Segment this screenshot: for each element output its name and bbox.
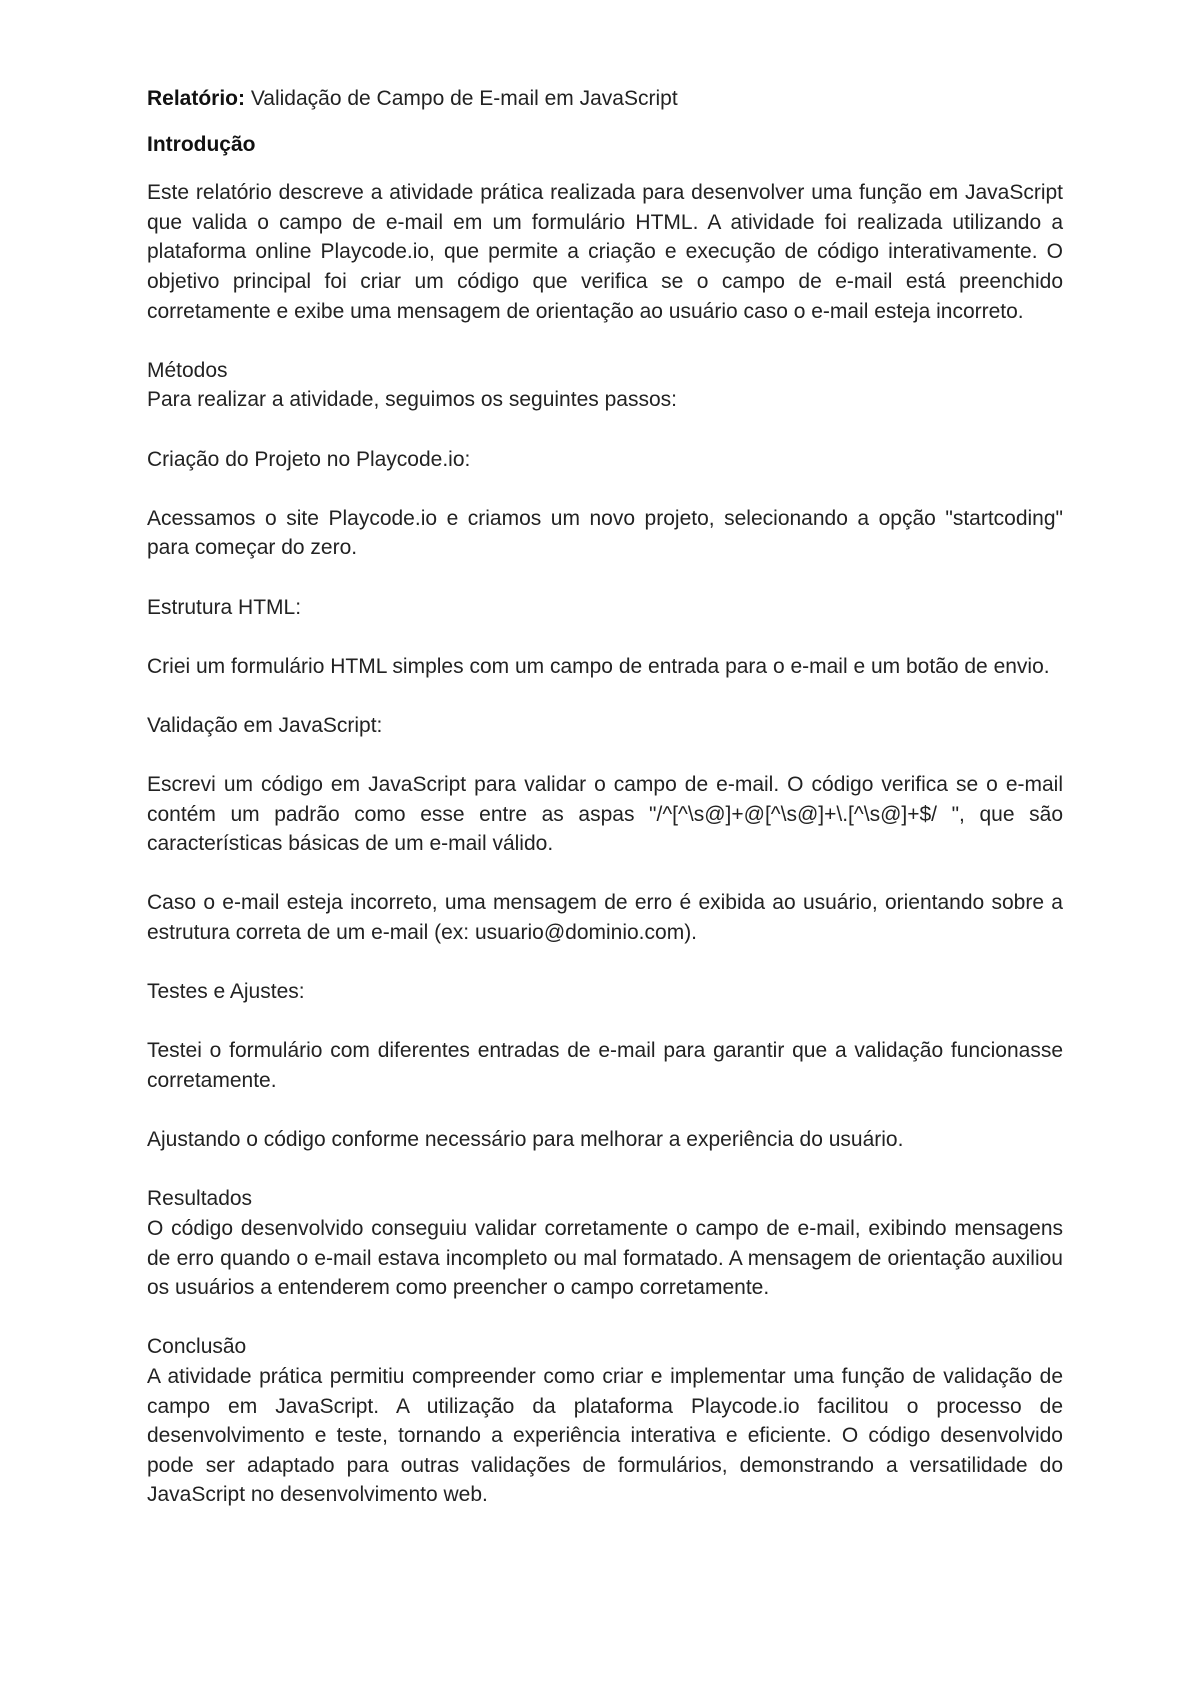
intro-heading: Introdução — [147, 132, 256, 156]
step3-text: Escrevi um código em JavaScript para validar o campo de e-mail. O código verifica se o e-mail contém um padrão como esse entre as aspas "/^[^\s@]+@[^\s@]+\.[^\s@]+$/ ", que são características básicas de um e-mail válido. — [147, 773, 1063, 856]
step1-text: Acessamos o site Playcode.io e criamos um novo projeto, selecionando a opção "startcoding" para começar do zero. — [147, 506, 1063, 560]
document-page — [147, 84, 1063, 1540]
methods-intro: Para realizar a atividade, seguimos os seguintes passos: — [147, 388, 677, 412]
step2-text: Criei um formulário HTML simples com um campo de entrada para o e-mail e um botão de envio. — [147, 654, 1050, 678]
step3-heading: Validação em JavaScript: — [147, 713, 383, 737]
step4-text: Testei o formulário com diferentes entradas de e-mail para garantir que a validação funcionasse corretamente. — [147, 1039, 1063, 1092]
conclusion-text: A atividade prática permitiu compreender como criar e implementar uma função de validação de campo em JavaScript. A utilização da plataforma Playcode.io facilitou o processo de desenvolvimento e teste, tornando a experiência interativa e eficiente. O código desenvolvido pode ser adaptado para outras validações de formulários, demonstrando a versatilidade do JavaScript no desenvolvimento web. — [147, 1364, 1063, 1507]
step4-heading: Testes e Ajustes: — [147, 980, 305, 1004]
title-label: Relatório: — [147, 87, 246, 110]
title-text: Validação de Campo de E-mail em JavaScript — [245, 87, 678, 110]
results-heading: Resultados — [147, 1187, 253, 1211]
results-text: O código desenvolvido conseguiu validar corretamente o campo de e-mail, exibindo mensagens de erro quando o e-mail estava incompleto ou mal formatado. A mensagem de orientação auxiliou os usuários a entenderem como preencher o campo corretamente. — [147, 1216, 1063, 1300]
step4-text-2: Ajustando o código conforme necessário para melhorar a experiência do usuário. — [147, 1128, 904, 1152]
step3-text-2: Caso o e-mail esteja incorreto, uma mensagem de erro é exibida ao usuário, orientando sobre a estrutura correta de um e-mail (ex: usuario@dominio.com). — [147, 891, 1063, 945]
intro-paragraph: Este relatório descreve a atividade prática realizada para desenvolver uma função em JavaScript que valida o campo de e-mail em um formulário HTML. A atividade foi realizada utilizando a plataforma online Playcode.io, que permite a criação e execução de código interativamente. O objetivo principal foi criar um código que verifica se o campo de e-mail está preenchido corretamente e exibe uma mensagem de orientação ao usuário caso o e-mail esteja incorreto. — [147, 181, 1063, 323]
document-title — [147, 84, 1063, 114]
step2-heading: Estrutura HTML: — [147, 595, 302, 619]
step1-heading: Criação do Projeto no Playcode.io: — [147, 447, 471, 471]
conclusion-heading: Conclusão — [147, 1335, 247, 1359]
methods-heading: Métodos — [147, 358, 228, 382]
